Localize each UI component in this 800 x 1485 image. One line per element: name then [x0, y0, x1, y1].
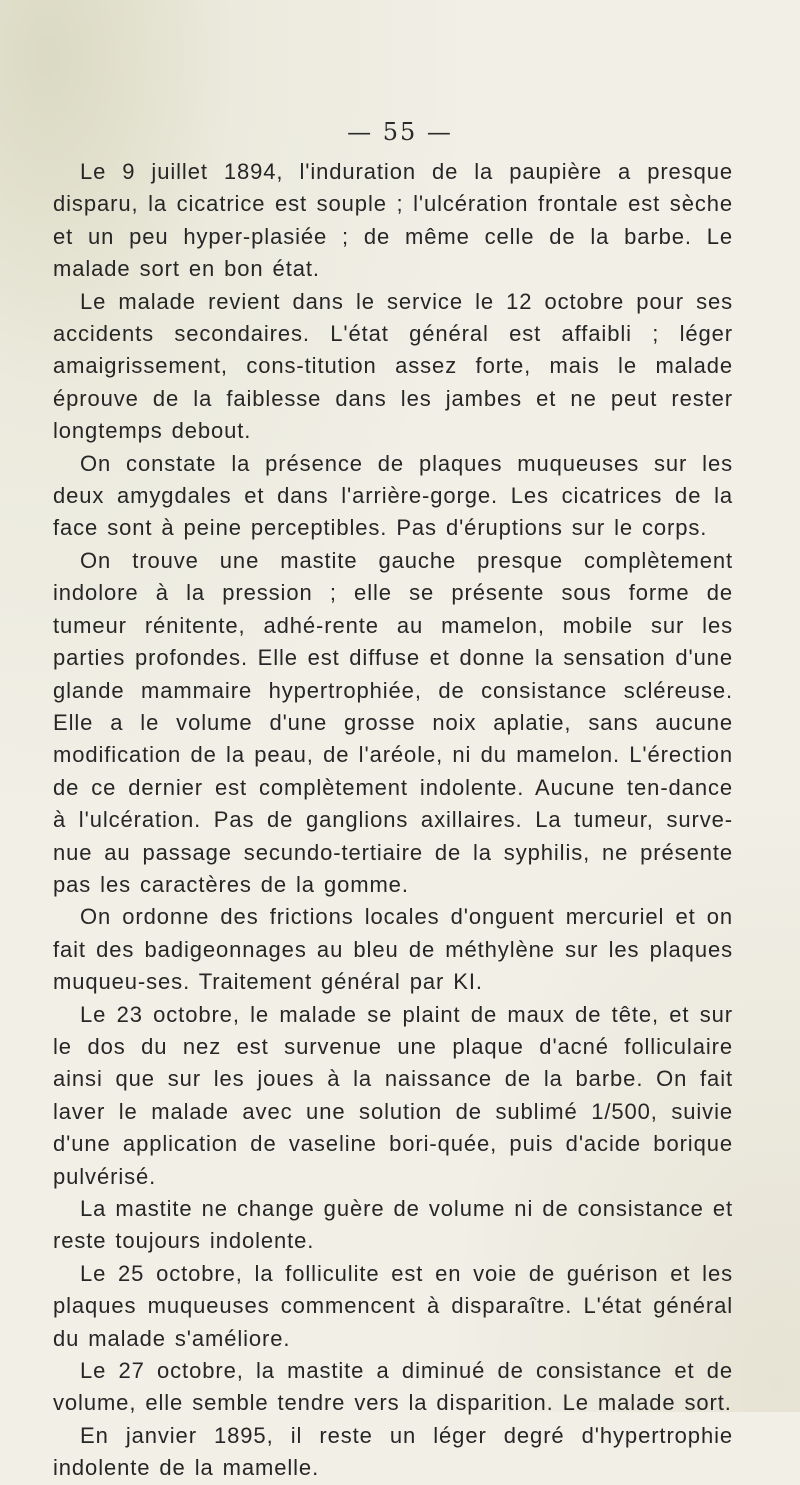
paragraph: En janvier 1895, il reste un léger degré d'hypertrophie indolente de la mamelle.	[53, 1422, 733, 1481]
paragraph: On constate la présence de plaques muqueuses sur les deux amygdales et dans l'arrière-gorge. Les cicatrices de la face sont à peine perceptibles. Pas d'éruptions sur le corps.	[53, 450, 733, 541]
paragraph: Le 9 juillet 1894, l'induration de la paupière a presque disparu, la cicatrice est souple ; l'ulcération frontale est sèche et un peu hyper-plasiée ; de même celle de la barbe. Le malade sort en bon état.	[53, 159, 733, 282]
paragraph: Le malade revient dans le service le 12 octobre pour ses accidents secondaires. L'état général est affaibli ; léger amaigrissement, cons-titution assez forte, mais le malade éprouve de la faiblesse dans les jambes et ne peut rester longtemps debout.	[53, 288, 733, 444]
paragraph: Le 27 octobre, la mastite a diminué de consistance et de volume, elle semble tendre vers la disparition. Le malade sort.	[53, 1358, 733, 1416]
paragraph: Le 25 octobre, la folliculite est en voie de guérison et les plaques muqueuses commencent à disparaître. L'état général du malade s'améliore.	[53, 1260, 733, 1351]
paragraph: La mastite ne change guère de volume ni de consistance et reste toujours indolente.	[53, 1196, 733, 1254]
paragraph: On ordonne des frictions locales d'onguent mercuriel et on fait des badigeonnages au bleu de méthylène sur les plaques muqueu-ses. Traitement général par KI.	[53, 904, 733, 995]
page-number: — 55 —	[347, 118, 453, 146]
paragraph: Le 23 octobre, le malade se plaint de maux de tête, et sur le dos du nez est survenue une plaque d'acné folliculaire ainsi que sur les joues à la naissance de la barbe. On fait laver le malade avec une solution de sublimé 1/500, suivie d'une application de vaseline bori-quée, puis d'acide borique pulvérisé.	[53, 1001, 733, 1189]
body-text	[53, 156, 733, 1485]
paragraph: On trouve une mastite gauche presque complètement indolore à la pression ; elle se présente sous forme de tumeur rénitente, adhé-rente au mamelon, mobile sur les parties profondes. Elle est diffuse et donne la sensation d'une glande mammaire hypertrophiée, de consistance scléreuse. Elle a le volume d'une grosse noix aplatie, sans aucune modification de la peau, de l'aréole, ni du mamelon. L'érection de ce dernier est complètement indolente. Aucune ten-dance à l'ulcération. Pas de ganglions axillaires. La tumeur, surve-nue au passage secundo-tertiaire de la syphilis, ne présente pas les caractères de la gomme.	[53, 547, 733, 897]
